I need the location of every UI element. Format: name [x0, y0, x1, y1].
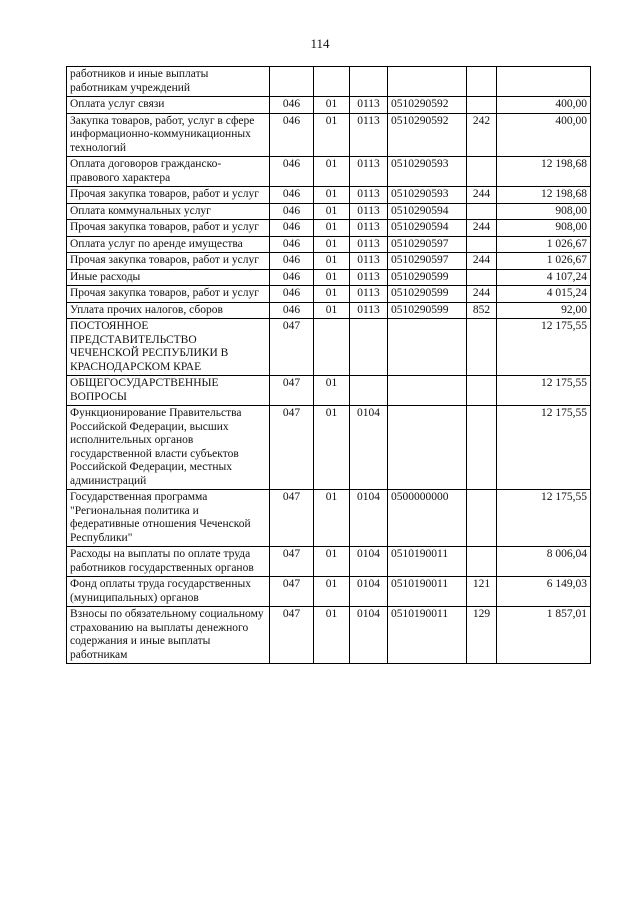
table-row: [67, 203, 591, 220]
section-code-cell: [314, 319, 350, 376]
subsection-code-cell: 0104: [350, 406, 388, 490]
expense-type-code-cell: 244: [467, 187, 497, 204]
target-article-code-cell: 0510190011: [388, 577, 467, 607]
table-row: [67, 490, 591, 547]
expense-type-code-cell: 129: [467, 607, 497, 664]
department-code-cell: 046: [270, 113, 314, 157]
item-name-cell: Оплата услуг по аренде имущества: [67, 236, 270, 253]
subsection-code-cell: [350, 376, 388, 406]
item-name-cell: работников и иные выплаты работникам учреждений: [67, 67, 270, 97]
department-code-cell: 046: [270, 97, 314, 114]
item-name-cell: Оплата договоров гражданско-правового характера: [67, 157, 270, 187]
expense-type-code-cell: [467, 67, 497, 97]
section-code-cell: [314, 67, 350, 97]
amount-cell: 1 026,67: [497, 236, 591, 253]
page-number: 114: [310, 36, 330, 51]
department-code-cell: 047: [270, 547, 314, 577]
table-row: [67, 220, 591, 237]
subsection-code-cell: 0104: [350, 607, 388, 664]
amount-cell: 12 175,55: [497, 376, 591, 406]
table-row: [67, 97, 591, 114]
subsection-code-cell: 0113: [350, 113, 388, 157]
table-row: [67, 157, 591, 187]
target-article-code-cell: 0510290592: [388, 97, 467, 114]
table-body: [67, 67, 591, 664]
expense-type-code-cell: [467, 157, 497, 187]
item-name-cell: Уплата прочих налогов, сборов: [67, 302, 270, 319]
subsection-code-cell: 0113: [350, 220, 388, 237]
target-article-code-cell: 0510190011: [388, 607, 467, 664]
subsection-code-cell: [350, 67, 388, 97]
amount-cell: 6 149,03: [497, 577, 591, 607]
table-row: [67, 253, 591, 270]
target-article-code-cell: [388, 406, 467, 490]
section-code-cell: 01: [314, 253, 350, 270]
amount-cell: 400,00: [497, 97, 591, 114]
item-name-cell: Прочая закупка товаров, работ и услуг: [67, 253, 270, 270]
amount-cell: 908,00: [497, 203, 591, 220]
target-article-code-cell: 0510190011: [388, 547, 467, 577]
table-row: [67, 577, 591, 607]
section-code-cell: 01: [314, 547, 350, 577]
item-name-cell: Прочая закупка товаров, работ и услуг: [67, 187, 270, 204]
item-name-cell: Закупка товаров, работ, услуг в сфере информационно-коммуникационных технологий: [67, 113, 270, 157]
amount-cell: 92,00: [497, 302, 591, 319]
target-article-code-cell: 0500000000: [388, 490, 467, 547]
department-code-cell: [270, 67, 314, 97]
subsection-code-cell: 0113: [350, 203, 388, 220]
budget-table: [66, 66, 591, 664]
amount-cell: 8 006,04: [497, 547, 591, 577]
subsection-code-cell: [350, 319, 388, 376]
section-code-cell: 01: [314, 113, 350, 157]
expense-type-code-cell: 852: [467, 302, 497, 319]
target-article-code-cell: 0510290597: [388, 253, 467, 270]
department-code-cell: 046: [270, 253, 314, 270]
expense-type-code-cell: [467, 319, 497, 376]
section-code-cell: 01: [314, 203, 350, 220]
subsection-code-cell: 0113: [350, 286, 388, 303]
expense-type-code-cell: [467, 203, 497, 220]
target-article-code-cell: 0510290593: [388, 157, 467, 187]
section-code-cell: 01: [314, 607, 350, 664]
section-code-cell: 01: [314, 236, 350, 253]
subsection-code-cell: 0104: [350, 490, 388, 547]
item-name-cell: ОБЩЕГОСУДАРСТВЕННЫЕ ВОПРОСЫ: [67, 376, 270, 406]
amount-cell: 4 107,24: [497, 269, 591, 286]
table-row: [67, 286, 591, 303]
subsection-code-cell: 0104: [350, 547, 388, 577]
amount-cell: 1 026,67: [497, 253, 591, 270]
expense-type-code-cell: [467, 269, 497, 286]
department-code-cell: 047: [270, 319, 314, 376]
section-code-cell: 01: [314, 490, 350, 547]
department-code-cell: 047: [270, 577, 314, 607]
item-name-cell: Иные расходы: [67, 269, 270, 286]
item-name-cell: ПОСТОЯННОЕ ПРЕДСТАВИТЕЛЬСТВО ЧЕЧЕНСКОЙ РЕСПУБЛИКИ В КРАСНОДАРСКОМ КРАЕ: [67, 319, 270, 376]
expense-type-code-cell: [467, 547, 497, 577]
table-row: [67, 547, 591, 577]
expense-type-code-cell: [467, 236, 497, 253]
department-code-cell: 046: [270, 203, 314, 220]
expense-type-code-cell: [467, 97, 497, 114]
item-name-cell: Прочая закупка товаров, работ и услуг: [67, 220, 270, 237]
target-article-code-cell: 0510290594: [388, 203, 467, 220]
amount-cell: 400,00: [497, 113, 591, 157]
amount-cell: 12 175,55: [497, 490, 591, 547]
amount-cell: [497, 67, 591, 97]
expense-type-code-cell: [467, 406, 497, 490]
amount-cell: 12 198,68: [497, 187, 591, 204]
target-article-code-cell: 0510290594: [388, 220, 467, 237]
section-code-cell: 01: [314, 157, 350, 187]
section-code-cell: 01: [314, 269, 350, 286]
table-row: [67, 67, 591, 97]
subsection-code-cell: 0113: [350, 253, 388, 270]
table-row: [67, 376, 591, 406]
amount-cell: 12 198,68: [497, 157, 591, 187]
table-row: [67, 319, 591, 376]
subsection-code-cell: 0113: [350, 269, 388, 286]
department-code-cell: 047: [270, 607, 314, 664]
department-code-cell: 047: [270, 490, 314, 547]
target-article-code-cell: 0510290599: [388, 269, 467, 286]
department-code-cell: 046: [270, 302, 314, 319]
item-name-cell: Оплата коммунальных услуг: [67, 203, 270, 220]
target-article-code-cell: 0510290592: [388, 113, 467, 157]
amount-cell: 12 175,55: [497, 406, 591, 490]
subsection-code-cell: 0113: [350, 302, 388, 319]
subsection-code-cell: 0113: [350, 187, 388, 204]
department-code-cell: 046: [270, 220, 314, 237]
item-name-cell: Фонд оплаты труда государственных (муниципальных) органов: [67, 577, 270, 607]
table-row: [67, 113, 591, 157]
table-row: [67, 302, 591, 319]
target-article-code-cell: [388, 319, 467, 376]
table-row: [67, 406, 591, 490]
table-row: [67, 187, 591, 204]
table-row: [67, 607, 591, 664]
item-name-cell: Расходы на выплаты по оплате труда работников государственных органов: [67, 547, 270, 577]
section-code-cell: 01: [314, 97, 350, 114]
section-code-cell: 01: [314, 220, 350, 237]
item-name-cell: Государственная программа "Региональная политика и федеративные отношения Чеченской Республики": [67, 490, 270, 547]
amount-cell: 1 857,01: [497, 607, 591, 664]
department-code-cell: 046: [270, 187, 314, 204]
subsection-code-cell: 0113: [350, 157, 388, 187]
subsection-code-cell: 0104: [350, 577, 388, 607]
target-article-code-cell: 0510290597: [388, 236, 467, 253]
target-article-code-cell: 0510290593: [388, 187, 467, 204]
amount-cell: 12 175,55: [497, 319, 591, 376]
section-code-cell: 01: [314, 302, 350, 319]
department-code-cell: 046: [270, 286, 314, 303]
department-code-cell: 047: [270, 376, 314, 406]
section-code-cell: 01: [314, 376, 350, 406]
expense-type-code-cell: 244: [467, 286, 497, 303]
expense-type-code-cell: 121: [467, 577, 497, 607]
expense-type-code-cell: 244: [467, 220, 497, 237]
section-code-cell: 01: [314, 577, 350, 607]
amount-cell: 4 015,24: [497, 286, 591, 303]
expense-type-code-cell: 244: [467, 253, 497, 270]
subsection-code-cell: 0113: [350, 236, 388, 253]
item-name-cell: Прочая закупка товаров, работ и услуг: [67, 286, 270, 303]
expense-type-code-cell: [467, 376, 497, 406]
department-code-cell: 046: [270, 236, 314, 253]
expense-type-code-cell: 242: [467, 113, 497, 157]
expense-type-code-cell: [467, 490, 497, 547]
target-article-code-cell: [388, 376, 467, 406]
department-code-cell: 046: [270, 157, 314, 187]
section-code-cell: 01: [314, 286, 350, 303]
table-row: [67, 236, 591, 253]
table-row: [67, 269, 591, 286]
amount-cell: 908,00: [497, 220, 591, 237]
item-name-cell: Функционирование Правительства Российской Федерации, высших исполнительных органов государственной власти субъектов Российской Федерации, местных администраций: [67, 406, 270, 490]
subsection-code-cell: 0113: [350, 97, 388, 114]
target-article-code-cell: 0510290599: [388, 302, 467, 319]
item-name-cell: Оплата услуг связи: [67, 97, 270, 114]
target-article-code-cell: 0510290599: [388, 286, 467, 303]
section-code-cell: 01: [314, 187, 350, 204]
item-name-cell: Взносы по обязательному социальному страхованию на выплаты денежного содержания и иные выплаты работникам: [67, 607, 270, 664]
department-code-cell: 047: [270, 406, 314, 490]
department-code-cell: 046: [270, 269, 314, 286]
target-article-code-cell: [388, 67, 467, 97]
section-code-cell: 01: [314, 406, 350, 490]
